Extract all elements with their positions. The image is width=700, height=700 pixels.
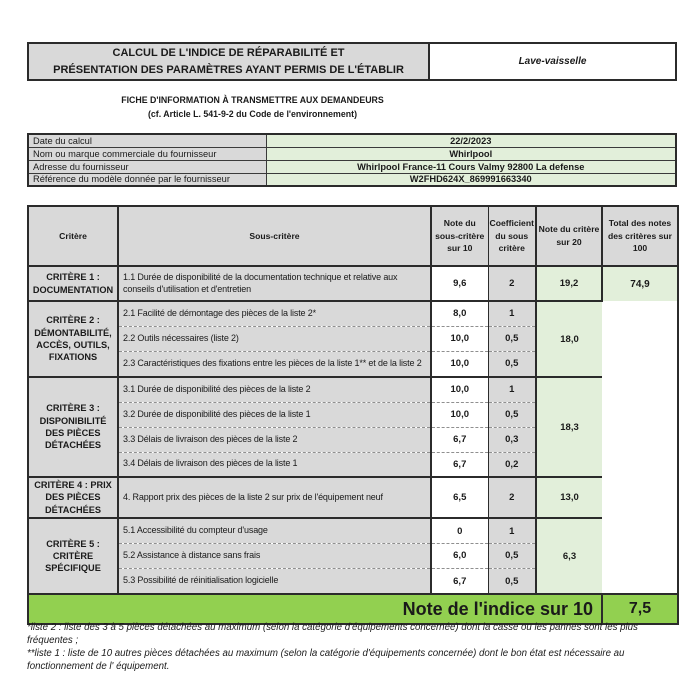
- criterion-score-cell: 13,0: [536, 477, 602, 518]
- criterion-group-3: [28, 377, 678, 477]
- criterion-cell: CRITÈRE 3 : DISPONIBILITÉ DES PIÈCES DÉTACHÉES: [28, 377, 118, 477]
- table-row: [28, 477, 678, 518]
- footnotes: [27, 621, 679, 673]
- coefficient-cell: 2: [488, 477, 536, 518]
- supplier-info-value: Whirlpool: [266, 147, 676, 160]
- coefficient-cell: 0,5: [488, 402, 536, 427]
- criterion-group-1: [28, 266, 678, 301]
- criterion-score-cell: 18,3: [536, 377, 602, 477]
- col-header-sub-score: Note du sous-critère sur 10: [431, 206, 488, 266]
- total-score-cell: 74,9: [602, 266, 678, 301]
- coefficient-cell: 0,5: [488, 543, 536, 568]
- criterion-score-cell: 18,0: [536, 301, 602, 377]
- supplier-info-label: Adresse du fournisseur: [28, 160, 266, 173]
- supplier-info-table: [27, 133, 677, 187]
- sub-criterion-cell: 3.4 Délais de livraison des pièces de la liste 1: [118, 452, 431, 477]
- criterion-score-cell: 6,3: [536, 518, 602, 594]
- sub-criterion-cell: 1.1 Durée de disponibilité de la documentation technique et relative aux conseils d'utilisation et d'entretien: [118, 266, 431, 301]
- sub-score-cell: 0: [431, 518, 488, 543]
- criterion-group-5: [28, 518, 678, 594]
- col-header-coefficient: Coefficient du sous critère: [488, 206, 536, 266]
- footnote-liste2: *liste 2 : liste des 3 à 5 pièces détachées au maximum (selon la catégorie d'équipements concernée) dont la casse ou les pannes sont les plus fréquentes ;: [27, 622, 638, 647]
- supplier-info-value: Whirlpool France-11 Cours Valmy 92800 La defense: [266, 160, 676, 173]
- sub-criterion-cell: 2.1 Facilité de démontage des pièces de la liste 2*: [118, 301, 431, 326]
- coefficient-cell: 0,5: [488, 568, 536, 594]
- sub-score-cell: 9,6: [431, 266, 488, 301]
- repairability-score-table: [27, 205, 679, 625]
- coefficient-cell: 0,5: [488, 351, 536, 377]
- sub-score-cell: 8,0: [431, 301, 488, 326]
- sub-score-cell: 10,0: [431, 377, 488, 402]
- coefficient-cell: 0,2: [488, 452, 536, 477]
- sub-score-cell: 10,0: [431, 326, 488, 351]
- sub-criterion-cell: 2.2 Outils nécessaires (liste 2): [118, 326, 431, 351]
- subtitle-line-2: (cf. Article L. 541-9-2 du Code de l'environnement): [147, 108, 358, 119]
- sub-criterion-cell: 3.3 Délais de livraison des pièces de la liste 2: [118, 427, 431, 452]
- coefficient-cell: 2: [488, 266, 536, 301]
- coefficient-cell: 1: [488, 377, 536, 402]
- table-row: [28, 518, 678, 543]
- supplier-info-row: [28, 134, 676, 147]
- final-score-row: [28, 594, 678, 624]
- product-category-box: [430, 44, 675, 79]
- supplier-info-label: Date du calcul: [28, 134, 266, 147]
- table-row: [28, 301, 678, 326]
- table-header-row: [28, 206, 678, 266]
- sub-score-cell: 6,0: [431, 543, 488, 568]
- criterion-score-cell: 19,2: [536, 266, 602, 301]
- sub-score-cell: 10,0: [431, 351, 488, 377]
- title-line-1: CALCUL DE L'INDICE DE RÉPARABILITÉ ET: [112, 47, 345, 59]
- subtitle: [30, 94, 475, 121]
- sub-criterion-cell: 5.2 Assistance à distance sans frais: [118, 543, 431, 568]
- footnote-liste1: **liste 1 : liste de 10 autres pièces détachées au maximum (selon la catégorie d'équipements concernée) dont le bon état est nécessaire au fonctionnement de l' équipement.: [27, 648, 625, 673]
- sub-score-cell: 6,7: [431, 427, 488, 452]
- supplier-info-row: [28, 160, 676, 173]
- col-header-total: Total des notes des critères sur 100: [602, 206, 678, 266]
- table-row: [28, 266, 678, 301]
- supplier-info-value: 22/2/2023: [266, 134, 676, 147]
- supplier-info-label: Nom ou marque commerciale du fournisseur: [28, 147, 266, 160]
- coefficient-cell: 0,5: [488, 326, 536, 351]
- criterion-group-2: [28, 301, 678, 377]
- coefficient-cell: 1: [488, 518, 536, 543]
- criterion-cell: CRITÈRE 5 : CRITÈRE SPÉCIFIQUE: [28, 518, 118, 594]
- document-header: [27, 42, 677, 81]
- col-header-criterion-score: Note du critère sur 20: [536, 206, 602, 266]
- sub-score-cell: 6,5: [431, 477, 488, 518]
- sub-criterion-cell: 5.3 Possibilité de réinitialisation logicielle: [118, 568, 431, 594]
- supplier-info-label: Référence du modèle donnée par le fournisseur: [28, 173, 266, 186]
- sub-criterion-cell: 3.2 Durée de disponibilité des pièces de la liste 1: [118, 402, 431, 427]
- supplier-info-value: W2FHD624X_869991663340: [266, 173, 676, 186]
- coefficient-cell: 1: [488, 301, 536, 326]
- final-score-value: 7,5: [602, 594, 678, 624]
- sub-criterion-cell: 2.3 Caractéristiques des fixations entre les pièces de la liste 1** et de la liste 2: [118, 351, 431, 377]
- title-line-2: PRÉSENTATION DES PARAMÈTRES AYANT PERMIS DE L'ÉTABLIR: [53, 63, 404, 76]
- criterion-group-4: [28, 477, 678, 518]
- col-header-sub-criterion: Sous-critère: [118, 206, 431, 266]
- sub-criterion-cell: 5.1 Accessibilité du compteur d'usage: [118, 518, 431, 543]
- product-category-label: Lave-vaisselle: [518, 56, 587, 67]
- sub-score-cell: 6,7: [431, 452, 488, 477]
- col-header-criterion: Critère: [28, 206, 118, 266]
- subtitle-line-1: FICHE D'INFORMATION À TRANSMETTRE AUX DEMANDEURS: [121, 95, 384, 105]
- sub-criterion-cell: 4. Rapport prix des pièces de la liste 2 sur prix de l'équipement neuf: [118, 477, 431, 518]
- criterion-cell: CRITÈRE 2 : DÉMONTABILITÉ, ACCÈS, OUTILS, FIXATIONS: [28, 301, 118, 377]
- table-row: [28, 594, 678, 624]
- sub-score-cell: 6,7: [431, 568, 488, 594]
- sub-criterion-cell: 3.1 Durée de disponibilité des pièces de la liste 2: [118, 377, 431, 402]
- supplier-info-row: [28, 173, 676, 186]
- criterion-cell: CRITÈRE 4 : PRIX DES PIÈCES DÉTACHÉES: [28, 477, 118, 518]
- final-score-label: Note de l'indice sur 10: [28, 594, 602, 624]
- criterion-cell: CRITÈRE 1 : DOCUMENTATION: [28, 266, 118, 301]
- coefficient-cell: 0,3: [488, 427, 536, 452]
- document-title: [29, 44, 430, 79]
- supplier-info-row: [28, 147, 676, 160]
- table-row: [28, 377, 678, 402]
- sub-score-cell: 10,0: [431, 402, 488, 427]
